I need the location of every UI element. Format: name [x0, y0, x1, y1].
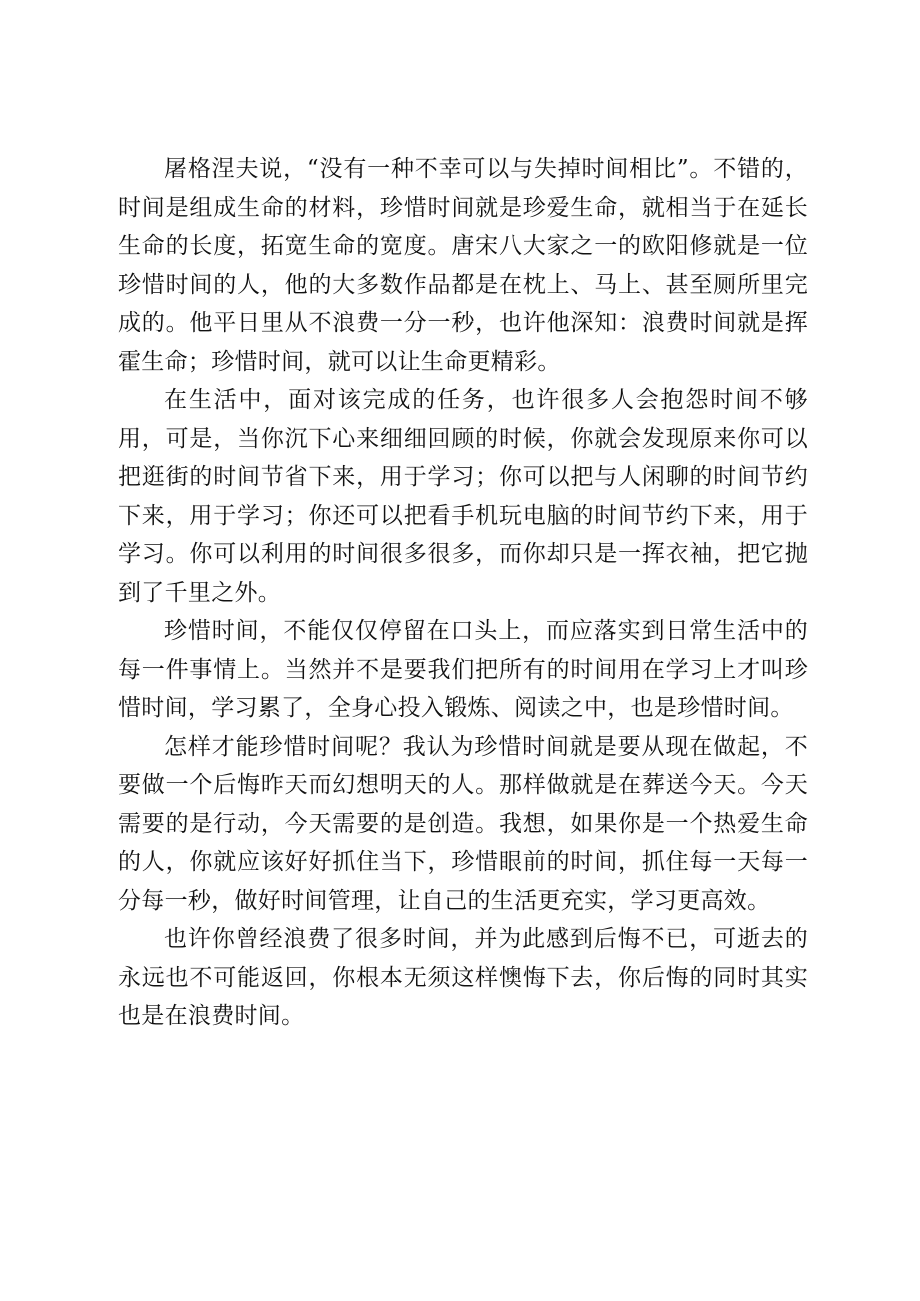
paragraph-3: 珍惜时间，不能仅仅停留在口头上，而应落实到日常生活中的每一件事情上。当然并不是要我们把所有的时间用在学习上才叫珍惜时间，学习累了，全身心投入锻炼、阅读之中，也是珍惜时间。 [118, 618, 808, 721]
paragraph-2: 在生活中，面对该完成的任务，也许很多人会抱怨时间不够用，可是，当你沉下心来细细回顾的时候，你就会发现原来你可以把逛街的时间节省下来，用于学习；你可以把与人闲聊的时间节约下来，用于学习；你还可以把看手机玩电脑的时间节约下来，用于学习。你可以利用的时间很多很多，而你却只是一挥衣袖，把它抛到了千里之外。 [118, 387, 808, 606]
paragraph-1: 屠格涅夫说，“没有一种不幸可以与失掉时间相比”。不错的，时间是组成生命的材料，珍惜时间就是珍爱生命，就相当于在延长生命的长度，拓宽生命的宽度。唐宋八大家之一的欧阳修就是一位珍惜时间的人，他的大多数作品都是在枕上、马上、甚至厕所里完成的。他平日里从不浪费一分一秒，也许他深知：浪费时间就是挥霍生命；珍惜时间，就可以让生命更精彩。 [118, 156, 808, 375]
document-body [118, 150, 808, 1036]
paragraph-4: 怎样才能珍惜时间呢？我认为珍惜时间就是要从现在做起，不要做一个后悔昨天而幻想明天的人。那样做就是在葬送今天。今天需要的是行动，今天需要的是创造。我想，如果你是一个热爱生命的人，你就应该好好抓住当下，珍惜眼前的时间，抓住每一天每一分每一秒，做好时间管理，让自己的生活更充实，学习更高效。 [118, 733, 808, 914]
paragraph-5: 也许你曾经浪费了很多时间，并为此感到后悔不已，可逝去的永远也不可能返回，你根本无须这样懊悔下去，你后悔的同时其实也是在浪费时间。 [118, 926, 808, 1029]
